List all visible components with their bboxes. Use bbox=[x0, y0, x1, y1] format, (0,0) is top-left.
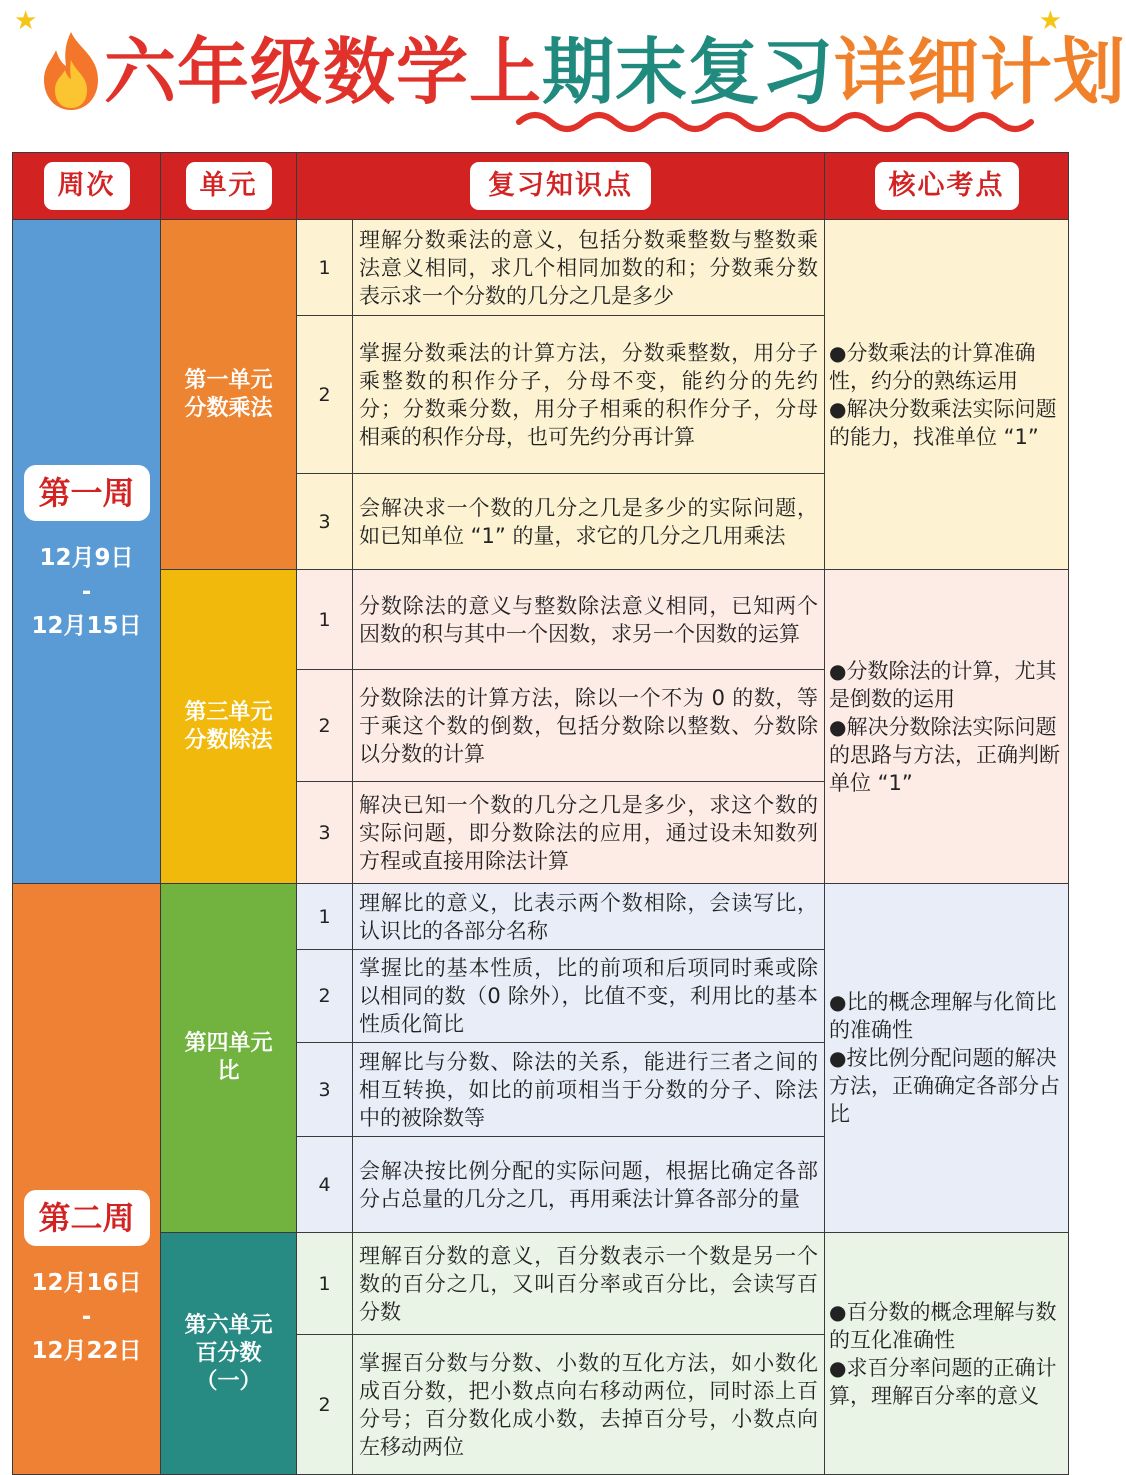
header-week bbox=[13, 153, 161, 220]
unit-3-line2: 分数除法 bbox=[184, 727, 273, 753]
core-point-text: 求百分率问题的正确计算，理解百分率的意义 bbox=[829, 1355, 1057, 1408]
header-week-label: 周次 bbox=[44, 162, 130, 210]
item-text: 理解比的意义，比表示两个数相除，会读写比，认识比的各部分名称 bbox=[353, 884, 825, 950]
title-part-red: 六年级数学上 bbox=[104, 30, 543, 114]
table-row bbox=[13, 220, 1069, 316]
unit-6-core-cell bbox=[825, 1233, 1069, 1475]
bullet-icon: ● bbox=[829, 714, 847, 739]
bullet-icon: ● bbox=[829, 990, 847, 1014]
star-icon: ★ bbox=[1038, 6, 1062, 36]
item-text: 解决已知一个数的几分之几是多少，求这个数的实际问题，即分数除法的应用，通过设未知数列方程或直接用除法计算 bbox=[353, 782, 825, 884]
item-text: 掌握分数乘法的计算方法，分数乘整数，用分子乘整数的积作分子，分母不变，能约分的先约分；分数乘分数，用分子相乘的积作分子，分母相乘的积作分母，也可先约分再计算 bbox=[353, 316, 825, 474]
unit-1-cell bbox=[161, 220, 297, 570]
core-point-text: 解决分数除法实际问题的思路与方法，正确判断单位 “1” bbox=[829, 714, 1060, 795]
page-title bbox=[104, 22, 1126, 122]
core-point bbox=[829, 713, 1062, 797]
fire-icon bbox=[32, 30, 110, 112]
unit-4-core-cell bbox=[825, 884, 1069, 1233]
week-2-cell bbox=[13, 884, 161, 1475]
core-point bbox=[829, 1298, 1062, 1354]
item-text: 分数除法的计算方法，除以一个不为 0 的数，等于乘这个数的倒数，包括分数除以整数、分数除以分数的计算 bbox=[353, 670, 825, 782]
item-text: 理解分数乘法的意义，包括分数乘整数与整数乘法意义相同，求几个相同加数的和；分数乘分数表示求一个分数的几分之几是多少 bbox=[353, 220, 825, 316]
header-points bbox=[297, 153, 825, 220]
bullet-icon: ● bbox=[829, 1355, 847, 1380]
header-points-label: 复习知识点 bbox=[470, 162, 651, 210]
bullet-icon: ● bbox=[829, 1046, 847, 1070]
item-number: 3 bbox=[297, 1043, 353, 1137]
header-unit bbox=[161, 153, 297, 220]
core-point bbox=[829, 395, 1062, 451]
item-number: 1 bbox=[297, 1233, 353, 1335]
item-number: 1 bbox=[297, 570, 353, 670]
review-plan-table bbox=[12, 152, 1069, 1475]
item-number: 1 bbox=[297, 220, 353, 316]
table-row bbox=[13, 884, 1069, 950]
title-bar bbox=[0, 0, 1126, 150]
unit-1-core-cell bbox=[825, 220, 1069, 570]
unit-1-line1: 第一单元 bbox=[184, 367, 273, 393]
week-2-end: 12月22日 bbox=[31, 1338, 142, 1364]
title-part-orange: 详细计划 bbox=[834, 30, 1126, 114]
unit-6-cell bbox=[161, 1233, 297, 1475]
week-2-start: 12月16日 bbox=[31, 1270, 142, 1296]
bullet-icon: ● bbox=[829, 658, 847, 683]
week-2-label: 第二周 bbox=[24, 1190, 150, 1246]
item-number: 4 bbox=[297, 1137, 353, 1233]
bullet-icon: ● bbox=[829, 396, 847, 421]
week-1-start: 12月9日 bbox=[39, 544, 134, 571]
unit-4-cell bbox=[161, 884, 297, 1233]
core-point-text: 分数除法的计算，尤其是倒数的运用 bbox=[829, 658, 1057, 711]
item-text: 理解比与分数、除法的关系，能进行三者之间的相互转换，如比的前项相当于分数的分子、除法中的被除数等 bbox=[353, 1043, 825, 1137]
unit-6-line2: 百分数 bbox=[195, 1340, 262, 1366]
core-point bbox=[829, 339, 1062, 395]
item-text: 掌握比的基本性质，比的前项和后项同时乘或除以相同的数（0 除外），比值不变，利用比的基本性质化简比 bbox=[353, 950, 825, 1043]
core-point-text: 百分数的概念理解与数的互化准确性 bbox=[829, 1299, 1057, 1352]
week-1-label: 第一周 bbox=[24, 465, 150, 521]
bullet-icon: ● bbox=[829, 1299, 847, 1324]
item-number: 2 bbox=[297, 1335, 353, 1475]
table-row bbox=[13, 570, 1069, 670]
item-text: 分数除法的意义与整数除法意义相同，已知两个因数的积与其中一个因数，求另一个因数的运算 bbox=[353, 570, 825, 670]
unit-3-cell bbox=[161, 570, 297, 884]
item-text: 理解百分数的意义，百分数表示一个数是另一个数的百分之几，又叫百分率或百分比，会读写百分数 bbox=[353, 1233, 825, 1335]
core-point-text: 分数乘法的计算准确性，约分的熟练运用 bbox=[829, 340, 1036, 393]
week-1-cell bbox=[13, 220, 161, 884]
core-point-text: 比的概念理解与化简比的准确性 bbox=[829, 990, 1057, 1042]
header-core-label: 核心考点 bbox=[875, 162, 1019, 210]
core-point bbox=[829, 1354, 1062, 1410]
week-1-end: 12月15日 bbox=[31, 612, 142, 639]
header-unit-label: 单元 bbox=[186, 162, 272, 210]
unit-4-line1: 第四单元 bbox=[184, 1031, 273, 1056]
item-number: 3 bbox=[297, 474, 353, 570]
unit-6-line3: （一） bbox=[195, 1368, 262, 1394]
week-1-sep: - bbox=[81, 578, 92, 605]
wavy-underline bbox=[515, 108, 1040, 142]
core-point bbox=[829, 657, 1062, 713]
title-part-teal: 期末复习 bbox=[542, 30, 835, 114]
unit-4-line2: 比 bbox=[217, 1059, 240, 1084]
item-text: 掌握百分数与分数、小数的互化方法，如小数化成百分数，把小数点向右移动两位，同时添上百分号；百分数化成小数，去掉百分号，小数点向左移动两位 bbox=[353, 1335, 825, 1475]
core-point bbox=[829, 988, 1062, 1044]
item-number: 2 bbox=[297, 950, 353, 1043]
table-header-row bbox=[13, 153, 1069, 220]
week-2-sep: - bbox=[81, 1304, 92, 1330]
bullet-icon: ● bbox=[829, 340, 847, 365]
table-row bbox=[13, 1233, 1069, 1335]
item-text: 会解决按比例分配的实际问题，根据比确定各部分占总量的几分之几，再用乘法计算各部分的量 bbox=[353, 1137, 825, 1233]
unit-6-line1: 第六单元 bbox=[184, 1312, 273, 1338]
core-point bbox=[829, 1044, 1062, 1128]
item-number: 2 bbox=[297, 670, 353, 782]
unit-3-core-cell bbox=[825, 570, 1069, 884]
core-point-text: 解决分数乘法实际问题的能力，找准单位 “1” bbox=[829, 396, 1057, 449]
item-number: 3 bbox=[297, 782, 353, 884]
unit-1-line2: 分数乘法 bbox=[184, 395, 273, 421]
core-point-text: 按比例分配问题的解决方法，正确确定各部分占比 bbox=[829, 1046, 1060, 1126]
unit-3-line1: 第三单元 bbox=[184, 699, 273, 725]
header-core bbox=[825, 153, 1069, 220]
star-icon: ★ bbox=[14, 6, 38, 36]
item-text: 会解决求一个数的几分之几是多少的实际问题，如已知单位 “1” 的量，求它的几分之几用乘法 bbox=[353, 474, 825, 570]
item-number: 2 bbox=[297, 316, 353, 474]
item-number: 1 bbox=[297, 884, 353, 950]
